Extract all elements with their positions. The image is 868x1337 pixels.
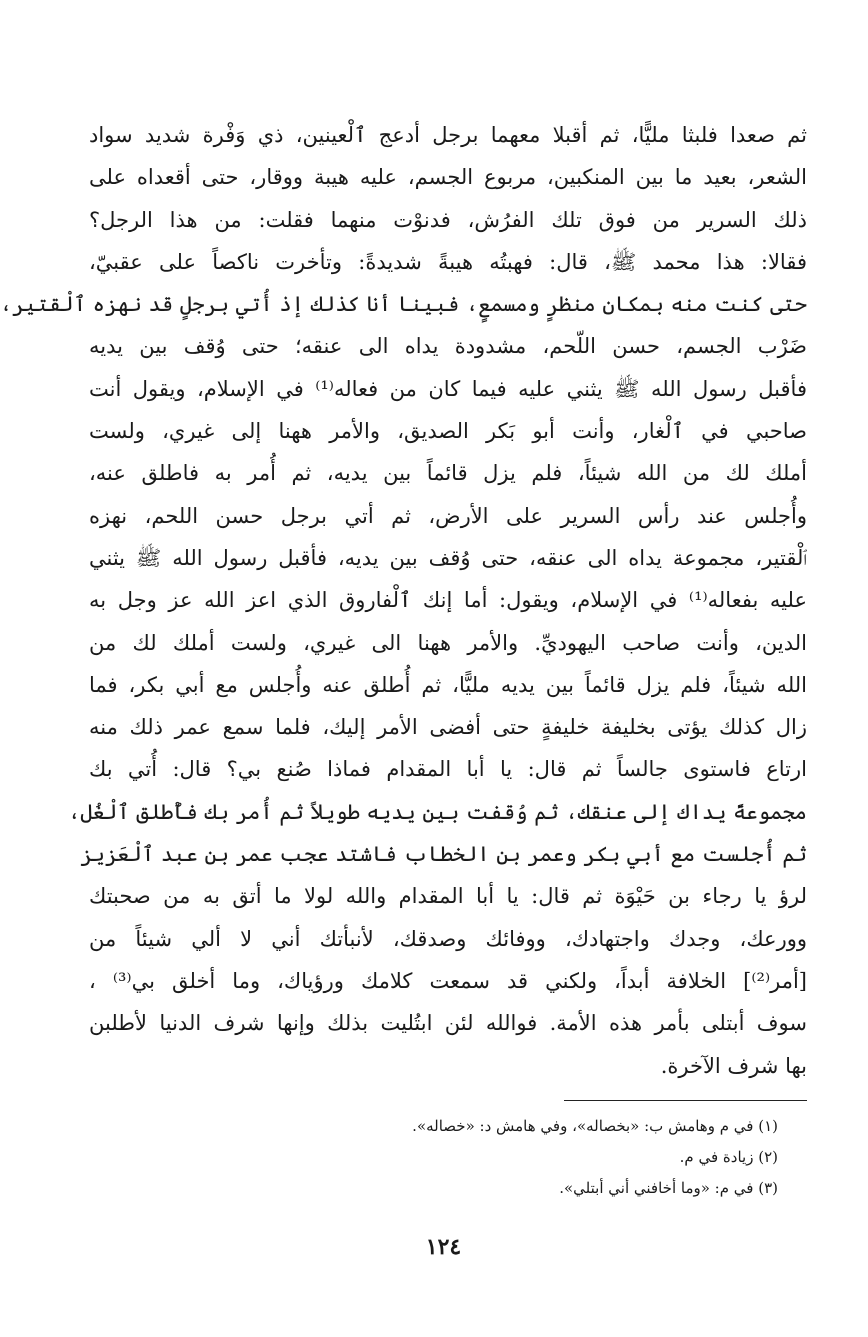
text-line: أملك لك من الله شيئاً، فلم يزل قائماً بين يديه، ثم أُمر به فاطلق عنه، [89,461,807,486]
text-line: ارتاع فاستوى جالساً ثم قال: يا أبا المقدام فماذا صُنع بي؟ قال: أُتي بك [89,757,807,782]
text-line: صاحبي في ٱلْغار، وأنت أبو بَكر الصديق، والأمر ههنا إلى غيري، ولست [89,419,807,444]
text-line: سوف أبتلى بأمر هذه الأمة. فوالله لئن ابتُليت بذلك وإنها شرف الدنيا لأطلبن [89,1011,807,1036]
text-line: ٱلْقتير، مجموعة يداه الى عنقه، حتى وُقف بين يديه، فأقبل رسول الله ﷺ يثني [89,545,807,570]
text-line: الدين، وأنت صاحب اليهوديِّ. والأمر ههنا الى غيري، ولست أملك لك من [89,630,807,655]
footnote-2: (٢) زيادة في م. [679,1148,778,1166]
text-line: وأُجلس عند رأس السرير على الأرض، ثم أتي برجل حسن اللحم، نهزه [89,503,807,528]
footnote-3: (٣) في م: «وما أخافني أني أبتلي». [559,1179,778,1197]
footnote-1: (١) في م وهامش ب: «بخصاله»، وفي هامش د: «خصاله». [412,1117,778,1135]
text-line: مجموعةً يداك إلى عنقك، ثم وُقفت بين يديه طويلاً ثم أُمر بك فأُطلق ٱلْغُل، [68,799,807,824]
text-line: وورعك، وجدك واجتهادك، ووفائك وصدقك، لأنبأتك أني لا ألي شيئاً من [89,926,807,951]
main-text [0,114,807,1087]
text-line: ثم أُجلست مع أبي بكر وعمر بن الخطاب فاشتد عجب عمر بن عبد ٱلْعَزيز [80,842,807,867]
text-line: زال كذلك يؤتى بخليفة خليفةٍ حتى أفضى الأمر إليك، فلما سمع عمر ذلك منه [89,715,807,740]
text-line: ذلك السرير من فوق تلك الفرُش، فدنوْت منهما فقلت: من هذا الرجل؟ [89,207,807,232]
text-line-last: بها شرف الآخرة. [660,1053,807,1078]
text-line: حتى كنت منه بمكان منظرٍ ومسمعٍ، فبينا أنا كذلك إذ أُتي برجلٍ قد نهزه ٱلْقتير، [0,292,807,317]
text-line: فقالا: هذا محمد ﷺ، قال: فهبتُه هيبةً شديدةً: وتأخرت ناكصاً على عقبيّ، [89,249,807,274]
text-line: ضَرْب الجسم، حسن اللّحم، مشدودة يداه الى عنقه؛ حتى وُقف بين يديه [89,334,807,359]
text-line: ثم صعدا فلبثا مليًّا، ثم أقبلا معهما برجل أدعج ٱلْعينين، ذي وَفْرة شديد سواد [89,123,807,147]
text-line: عليه بفعاله⁽¹⁾ في الإسلام، ويقول: أما إنك ٱلْفاروق الذي اعز الله عز وجل به [89,588,807,613]
text-line: لرؤ يا رجاء بن حَيْوَة ثم قال: يا أبا المقدام والله لولا ما أتق به من صحبتك [89,884,807,909]
text-line: الشعر، بعيد ما بين المنكبين، مربوع الجسم، عليه هيبة ووقار، حتى أقعداه على [89,165,807,190]
footnotes [178,1111,778,1204]
page-number: ١٢٤ [425,1234,462,1260]
footnote-divider [564,1100,807,1101]
text-line: الله شيئاً، فلم يزل قائماً بين يديه مليًّا، ثم أُطلق عنه وأُجلس مع أبي بكر، فما [89,672,807,697]
text-line: فأقبل رسول الله ﷺ يثني عليه فيما كان من فعاله⁽¹⁾ في الإسلام، ويقول أنت [89,376,807,401]
text-line: [أمر⁽²⁾] الخلافة أبداً، ولكني قد سمعت كلامك ورؤياك، وما أخلق بي⁽³⁾ ، [89,968,807,993]
